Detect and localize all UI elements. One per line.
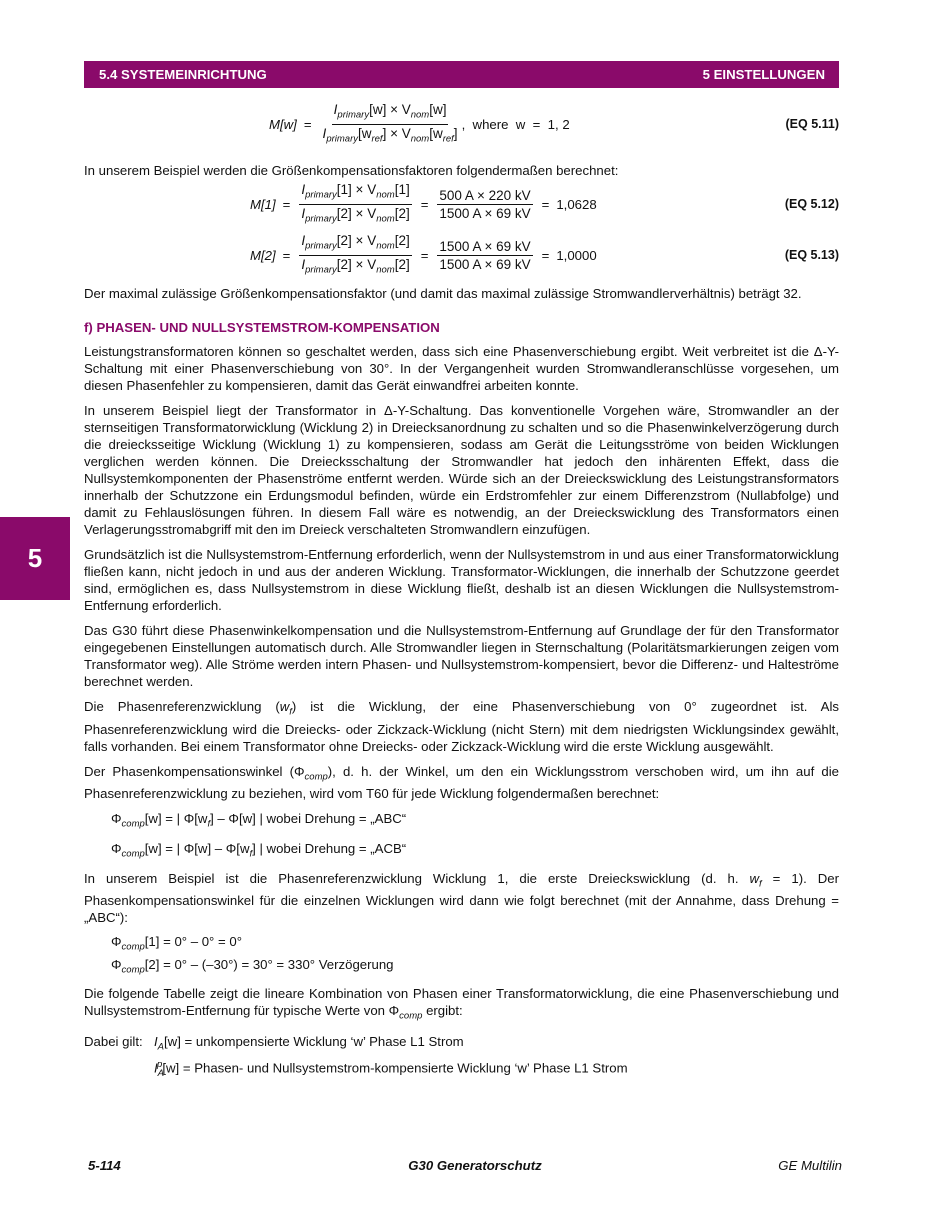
- page-header: [84, 61, 839, 88]
- page-content: [84, 101, 840, 1082]
- equation-5-12: M[1] = $\frac{I_{primary}[1] \times V_{nom}[1]}{I_{primary}[2] \times V_{nom}[2]}$ = $\frac{500 A \times 220 kV}{1500 A \times 69 kV}$ = 1,0628 (EQ 5.12): [250, 181, 839, 225]
- max-factor-paragraph: Der maximal zulässige Größenkompensationsfaktor (und damit das maximal zulässige Stromwandlerverhältnis) beträgt 32.: [84, 286, 802, 301]
- header-chapter: 5 EINSTELLUNGEN: [702, 67, 825, 82]
- eq513-result: 1,0000: [556, 247, 597, 263]
- phi-formula-acb: $\Phi_{comp}[w]$ = | $\Phi[w] - \Phi[w_f]$ | wobei Drehung = „ACB“: [111, 840, 407, 860]
- phi-formula-abc: $\Phi_{comp}[w]$ = | $\Phi[w_f] - \Phi[w]$ | wobei Drehung = „ABC“: [111, 811, 407, 830]
- eq512-number: (EQ 5.12): [784, 196, 839, 211]
- paragraph-5: Die Phasenreferenzwicklung $(w_f)$ ist die Wicklung, der eine Phasenverschiebung von 0° zugeordnet ist. Als Phasenreferenzwicklung wird die Dreiecks- oder Zickzack-Wicklung (nicht Stern) mit dem niedrigsten Wicklungsindex gewählt, falls vorhanden. Bei einem Transformator ohne Dreiecks- oder Zickzack-Wicklung wird die erste Wicklung ausgewählt.: [84, 699, 839, 754]
- eq511-fraction: $\frac{I_{primary}[w] \times V_{nom}[w]}{I_{primary}[w_{ref}] \times V_{nom}[w_{ref}]}$: [322, 101, 458, 145]
- eq512-fraction-1: $\frac{I_{primary}[1] \times V_{nom}[1]}{I_{primary}[2] \times V_{nom}[2]}$: [301, 181, 410, 225]
- footer-product-title: G30 Generatorschutz: [408, 1158, 542, 1173]
- paragraph-3: Grundsätzlich ist die Nullsystemstrom-Entfernung erforderlich, wenn der Nullsystemstrom in und aus einer Transformatorwicklung fließen kann, nicht jedoch in und aus der anderen Wicklung. Transformator-Wicklungen, die innerhalb der Schutzzone geerdet sind, ermöglichen es, dass Nullsystemstrom in diese Wicklung fließt, deshalb ist an diesen Wicklungen die Nullsystemstrom-Entfernung erforderlich.: [84, 547, 839, 613]
- eq512-result: 1,0628: [556, 196, 597, 212]
- where-block: [84, 1033, 839, 1082]
- equation-5-13: M[2] = $\frac{I_{primary}[2] \times V_{nom}[2]}{I_{primary}[2] \times V_{nom}[2]}$ = $\frac{1500 A \times 69 kV}{1500 A \times 69 kV}$ = 1,0000 (EQ 5.13): [250, 232, 839, 276]
- eq511-tail: , where w = 1, 2: [461, 116, 570, 132]
- eq513-fraction-1: $\frac{I_{primary}[2] \times V_{nom}[2]}{I_{primary}[2] \times V_{nom}[2]}$: [301, 232, 410, 276]
- calc-winding-1: $\Phi_{comp}[1] = 0^\circ - 0^\circ = 0^\circ$: [111, 934, 242, 953]
- paragraph-2: In unserem Beispiel liegt der Transformator in Δ-Y-Schaltung. Das konventionelle Vorgehen wäre, Stromwandler an der sternseitigen Transformatorwicklung (Wicklung 2) in Dreiecksanordnung zu schalten und so die Phasenwinkelverzögerung durch die dreiecksseitige Wicklung (Wicklung 1) zu kompensieren, sodass am Gerät die Leitungsströme von beiden Wicklungen verglichen werden können. Die Dreiecksschaltung der Stromwandler hat jedoch den inhärenten Effekt, dass die Nullsystemkomponenten der Phasenströme entfernt werden. Würde sich an der Dreieckswicklung des Leistungstransformators innerhalb der Schutzzone ein Erdungsmodul befinden, würde ein Erdstromfehler zur einem Differenzstrom (Nullabfolge) und damit zu Fehlauslösungen führen. In diesem Fall wäre es notwendig, an der Dreieckswicklung des Transformators einen Verlagerungsstromabgriff mit den im Dreieck verschalteten Stromwandlern einzufügen.: [84, 403, 839, 537]
- section-heading: f) PHASEN- UND NULLSYSTEMSTROM-KOMPENSATION: [84, 320, 440, 335]
- paragraph-4: Das G30 führt diese Phasenwinkelkompensation und die Nullsystemstrom-Entfernung auf Grundlage der für den Transformator eingegebenen Einstellungen automatisch durch. Alle Stromwandler liegen in Sternschaltung (Polaritätsmarkierungen zeigen vom Transformator weg). Alle Ströme werden intern Phasen- und Nullsystemstrom-kompensiert, bevor die Differenz- und Halteströme berechnet werden.: [84, 623, 839, 689]
- paragraph-8: Die folgende Tabelle zeigt die lineare Kombination von Phasen einer Transformatorwicklung, die eine Phasenverschiebung und Nullsystemstrom-Entfernung für typische Werte von $\Phi_{comp}$ ergibt:: [84, 986, 839, 1023]
- eq512-fraction-2: $\frac{500 A \times 220 kV}{1500 A \times 69 kV}$: [439, 187, 531, 221]
- calc-winding-2: $\Phi_{comp}[2] = 0^\circ - (-30^\circ) = 30^\circ = 330^\circ$ Verzögerung: [111, 956, 394, 976]
- where-label: Dabei gilt:: [84, 1034, 143, 1050]
- chapter-tab: 5: [0, 517, 70, 600]
- intro-paragraph: In unserem Beispiel werden die Größenkompensationsfaktoren folgendermaßen berechnet:: [84, 163, 619, 178]
- eq511-lhs: M[w]: [269, 116, 297, 132]
- eq511-number: (EQ 5.11): [785, 116, 839, 131]
- footer-page-number: 5-114: [88, 1158, 121, 1173]
- eq513-number: (EQ 5.13): [784, 247, 839, 262]
- footer-company: GE Multilin: [778, 1158, 842, 1173]
- paragraph-7: In unserem Beispiel ist die Phasenreferenzwicklung Wicklung 1, die erste Dreieckswicklung (d. h. $w_f = 1$). Der Phasenkompensationswinkel für die einzelnen Wicklungen wird dann wie folgt berechnet (mit der Annahme, dass Drehung = „ABC“):: [84, 870, 840, 926]
- where-line-2: $I_A^p[w]$ = Phasen- und Nullsystemstrom-kompensierte Wicklung ‘w’ Phase L1 Strom: [154, 1058, 628, 1079]
- eq513-fraction-2: $\frac{1500 A \times 69 kV}{1500 A \times 69 kV}$: [439, 238, 531, 272]
- where-line-1: $I_A[w]$ = unkompensierte Wicklung ‘w’ Phase L1 Strom: [154, 1034, 464, 1053]
- equation-5-11: M[w] = $\frac{I_{primary}[w] \times V_{nom}[w]}{I_{primary}[w_{ref}] \times V_{nom}[w_{ref}]}$ , where w = 1, 2 (EQ 5.11): [269, 101, 839, 145]
- paragraph-6: Der Phasenkompensationswinkel $(\Phi_{comp})$, d. h. der Winkel, um den ein Wicklungsstrom verschoben wird, um ihn auf die Phasenreferenzwicklung zu beziehen, wird vom T60 für jede Wicklung folgendermaßen berechnet:: [84, 763, 839, 802]
- header-section: 5.4 SYSTEMEINRICHTUNG: [99, 67, 267, 82]
- paragraph-1: Leistungstransformatoren können so geschaltet werden, dass sich eine Phasenverschiebung ergibt. Weit verbreitet ist die Δ-Y-Schaltung mit einer Phasenverschiebung von 30°. In der Vergangenheit wurden Stromwandleranschlüsse vorgesehen, um diesen Phasenfehler zu kompensieren, damit das Gerät einwandfrei arbeiten konnte.: [84, 344, 839, 393]
